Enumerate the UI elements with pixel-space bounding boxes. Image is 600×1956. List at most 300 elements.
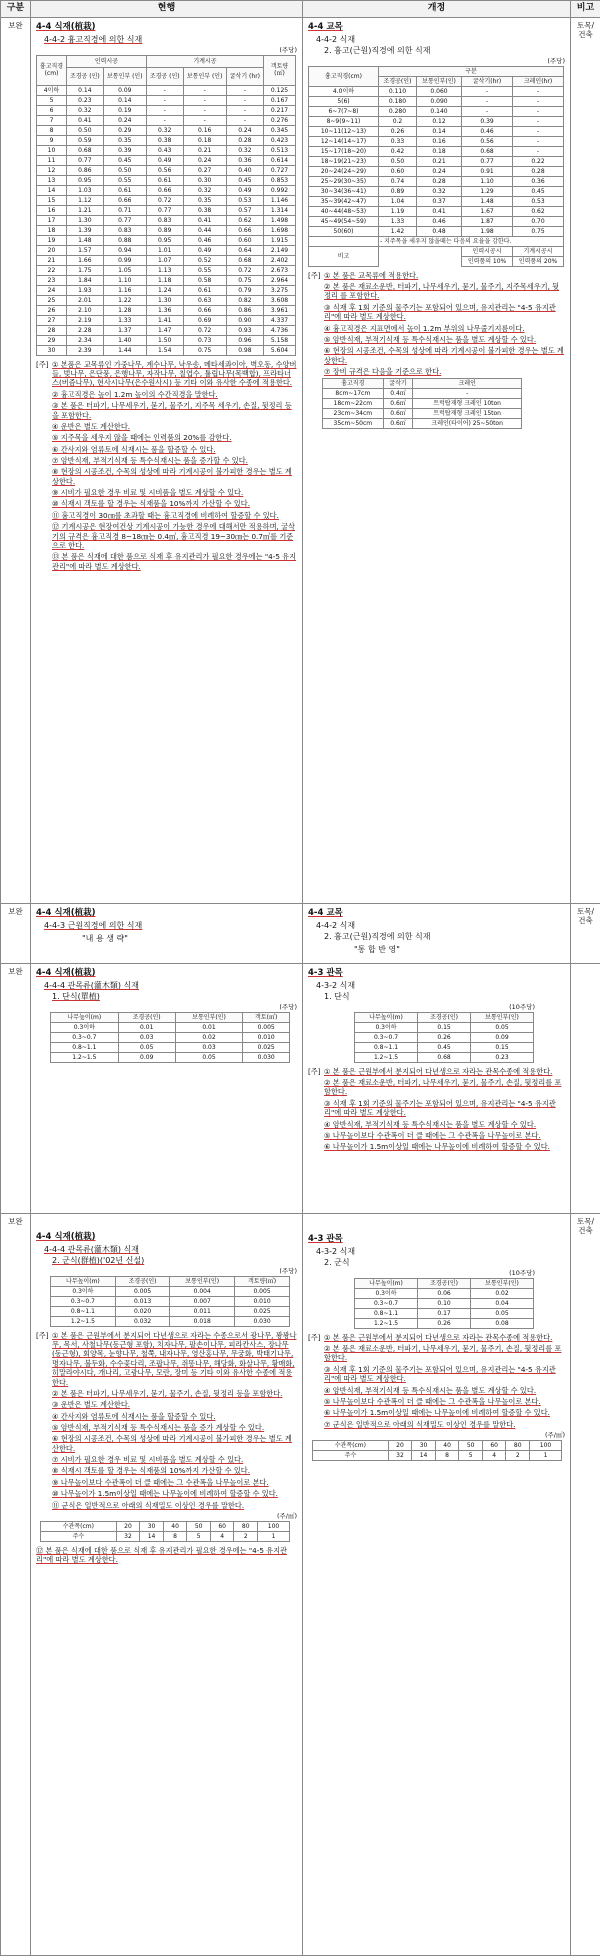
r4c-note	[36, 1489, 297, 1498]
r1r-table-cell: 10~11(12~13)	[309, 126, 379, 136]
r1c-note	[36, 390, 297, 399]
r1c-table-row	[37, 245, 296, 255]
r1c-table-cell: 0.68	[226, 255, 263, 265]
r4c-density-head-cell: 60	[210, 1521, 234, 1531]
r4c-note	[36, 1389, 297, 1398]
r1c-table-cell: 0.66	[226, 225, 263, 235]
r4r-density-val-cell: 8	[435, 1451, 459, 1461]
r1c-note-text: ④ 운반은 별도 계산한다.	[52, 421, 131, 431]
r1c-table-cell: 0.345	[264, 125, 296, 135]
r1c-head-soil: 객토량 (㎥)	[264, 55, 296, 85]
equip-table-row	[323, 399, 522, 409]
r1r-table-cell: 0.39	[462, 116, 513, 126]
r1c-table-cell: 1.314	[264, 205, 296, 215]
r1r-table-cell: 1.48	[462, 196, 513, 206]
r4c-density-head-cell: 20	[116, 1521, 140, 1531]
r1c-table-cell: 1.50	[146, 335, 183, 345]
r3c-table-cell: 0.05	[118, 1042, 175, 1052]
r1c-table-cell: 0.23	[67, 95, 104, 105]
r1r-table-cell: -	[462, 106, 513, 116]
r4c-table-cell: 0.3~0.7	[51, 1296, 116, 1306]
r1c-table-cell: 2.673	[264, 265, 296, 275]
r4c-note-text: ⑪ 군식은 일반적으로 아래의 식재밀도 이상인 경우를 말한다.	[52, 1500, 245, 1510]
r1c-note	[36, 360, 297, 388]
r3r-table-row	[355, 1032, 534, 1042]
r1r-table-cell: 0.56	[462, 136, 513, 146]
r1c-table-cell: 11	[37, 155, 67, 165]
r1c-table-cell: 0.19	[103, 105, 146, 115]
r1c-table-cell: 18	[37, 225, 67, 235]
r1r-table-cell: 0.14	[416, 126, 461, 136]
r1c-table-cell: 0.36	[226, 155, 263, 165]
r1r-bigo-val-1: 인력품의 10%	[462, 256, 513, 266]
r3c-table-cell: 0.025	[243, 1042, 290, 1052]
r1c-table-cell: 1.10	[103, 275, 146, 285]
r1r-table-cell: 5(6)	[309, 96, 379, 106]
r3c-table-row	[51, 1032, 290, 1042]
r3c-table-cell: 0.09	[118, 1052, 175, 1062]
r3c-table-cell: 1.2~1.5	[51, 1052, 119, 1062]
r1c-table-cell: 0.83	[103, 225, 146, 235]
r1c-table-cell: 0.93	[226, 325, 263, 335]
r4r-density-head-cell: 80	[506, 1441, 530, 1451]
r1r-table-cell: -	[513, 116, 564, 126]
r1r-table-row	[309, 226, 564, 236]
row2-current	[31, 904, 303, 964]
r4c-table-row	[51, 1296, 290, 1306]
r4r-table-cell: 0.17	[418, 1308, 471, 1318]
r1c-table-cell: 1.30	[146, 295, 183, 305]
r4c-density-head-cell: 수관폭(cm)	[41, 1521, 117, 1531]
r1c-table-cell: 2.402	[264, 255, 296, 265]
r1c-table-cell: 4이하	[37, 85, 67, 95]
r1c-table-cell: 0.86	[226, 305, 263, 315]
r1r-table-row	[309, 116, 564, 126]
r1c-table-cell: 0.35	[183, 195, 226, 205]
r4c-table-cell: 0.005	[235, 1286, 290, 1296]
r1c-table-cell: 1.07	[146, 255, 183, 265]
r1r-table-cell: 20~24(24~29)	[309, 166, 379, 176]
r1r-table-cell: 1.98	[462, 226, 513, 236]
r1c-table-cell: 1.16	[103, 285, 146, 295]
r1c-table-cell: 0.167	[264, 95, 296, 105]
r1c-table-cell: 1.44	[103, 345, 146, 355]
r1r-table-row	[309, 216, 564, 226]
r1c-table-cell: 0.72	[183, 325, 226, 335]
r1c-table-cell: 22	[37, 265, 67, 275]
row2-gubun: 보완	[1, 904, 31, 964]
r1c-table-cell: 4.736	[264, 325, 296, 335]
r1c-note-text: ⑨ 시비가 필요한 경우 비료 및 시비품을 별도 계상할 수 있다.	[52, 488, 244, 498]
r1c-note	[36, 433, 297, 442]
r3c-table-row	[51, 1042, 290, 1052]
r1c-table-cell: 12	[37, 165, 67, 175]
r1c-table-cell: 0.75	[183, 345, 226, 355]
r3r-table-cell: 0.45	[418, 1042, 471, 1052]
r1c-table-cell: 1.21	[67, 205, 104, 215]
row3-current	[31, 964, 303, 1214]
r1c-table-cell: 0.125	[264, 85, 296, 95]
r1c-table-cell: 0.727	[264, 165, 296, 175]
r3c-table-cell: 0.010	[243, 1032, 290, 1042]
r1r-bigo-label: 비고	[309, 246, 379, 266]
r3r-head-3: 보통인부(인)	[471, 1012, 534, 1022]
r1c-table-cell: 1.39	[67, 225, 104, 235]
r1c-note	[36, 552, 297, 571]
r1c-table-cell: 1.01	[146, 245, 183, 255]
r1c-table-cell: 15	[37, 195, 67, 205]
r1r-table-cell: 0.74	[379, 176, 417, 186]
row3-revised-unit: (10주당)	[509, 1002, 535, 1011]
r4c-density-val-cell: 4	[210, 1531, 234, 1541]
row2-revised-sub: 4-4-2 식재	[316, 920, 356, 930]
row2-current-title: 4-4 식재(植栽)	[36, 908, 96, 918]
r4c-density-val-cell: 5	[187, 1531, 211, 1541]
row4-current-sub2: 2. 군식(群植)('02년 신설)	[52, 1255, 145, 1265]
r4r-density-head-cell: 50	[459, 1441, 483, 1451]
r4r-density-val-cell: 4	[482, 1451, 506, 1461]
r1c-table-cell: 1.12	[67, 195, 104, 205]
r1c-table-cell: 0.50	[103, 165, 146, 175]
r1c-table-cell: 0.513	[264, 145, 296, 155]
r1r-note-text: ⑤ 암반식재, 부적기식재 등 특수식재시는 품을 별도 계상할 수 있다.	[324, 334, 537, 344]
r1c-head-1: 조경공 (인)	[67, 67, 104, 85]
r3r-note-text: ① 본 품은 근원부에서 분지되어 다년생으로 자라는 관목수종에 적용한다.	[324, 1066, 553, 1076]
r1c-note-text: ⑧ 현장의 시공조건, 수목의 성상에 따라 기계시공이 불가피한 경우는 별도 계상한다.	[52, 467, 292, 486]
r3r-head-1: 나무높이(m)	[355, 1012, 418, 1022]
r1c-table-cell: 0.27	[183, 165, 226, 175]
header-row	[1, 1, 600, 18]
r1c-table-cell: 1.36	[146, 305, 183, 315]
r4r-note	[308, 1386, 565, 1395]
r1c-table-cell: 0.45	[103, 155, 146, 165]
r1r-table-row	[309, 196, 564, 206]
r1c-table-cell: 1.66	[67, 255, 104, 265]
r3r-table-row	[355, 1022, 534, 1032]
r1c-note-text: ⑥ 간사지와 염류토에 식재시는 품을 할증할 수 있다.	[52, 444, 216, 454]
r1c-table-cell: 0.38	[183, 205, 226, 215]
r1c-table-cell: 0.60	[226, 235, 263, 245]
row4-current	[31, 1214, 303, 1956]
r3c-head-3: 보통인부(인)	[175, 1012, 243, 1022]
row-3	[1, 964, 600, 1214]
r3r-table-cell: 0.26	[418, 1032, 471, 1042]
r1c-table-cell: 0.41	[67, 115, 104, 125]
r4c-head-2: 조경공(인)	[115, 1276, 170, 1286]
r3c-head-2: 조경공(인)	[118, 1012, 175, 1022]
r4c-note	[36, 1412, 297, 1421]
r1c-table-cell: 0.21	[183, 145, 226, 155]
r4r-head-2: 조경공(인)	[418, 1278, 471, 1288]
r1c-table-cell: 1.75	[67, 265, 104, 275]
row4-revised-sub2: 2. 군식	[324, 1257, 350, 1267]
equip-table-cell: -	[413, 389, 522, 399]
r1c-table-cell: 1.05	[103, 265, 146, 275]
r3r-note-text: ② 본 품은 재료소운반, 터파기, 나무세우기, 묻기, 물주기, 손질, 뒷정리를 포함한다.	[324, 1078, 562, 1097]
r1r-table-cell: 25~29(30~35)	[309, 176, 379, 186]
row1-current-table	[36, 55, 296, 356]
row-1	[1, 18, 600, 904]
r1c-table-cell: 17	[37, 215, 67, 225]
r4r-note-text: ① 본 품은 근원부에서 분지되어 다년생으로 자라는 관목수종에 적용한다.	[324, 1332, 553, 1342]
r1c-note-text: ⑩ 식재시 객토를 할 경우는 식재품을 10%까지 가산할 수 있다.	[52, 499, 251, 509]
r1c-table-row	[37, 325, 296, 335]
r3r-table-cell: 0.68	[418, 1052, 471, 1062]
r4r-density-val-cell: 2	[506, 1451, 530, 1461]
r1c-head-manual: 인력시공	[67, 55, 147, 67]
r4r-density-val-cell: 5	[459, 1451, 483, 1461]
r4c-note-text: ⑩ 나무높이가 1.5m이상일 때에는 나무높이에 비례하여 할증할 수 있다.	[52, 1489, 278, 1499]
r1r-table-cell: -	[513, 86, 564, 96]
r1c-table-cell: 1.22	[103, 295, 146, 305]
r1c-table-cell: 0.68	[67, 145, 104, 155]
r3c-head-4: 객토(㎥)	[243, 1012, 290, 1022]
r3r-table-row	[355, 1052, 534, 1062]
r4r-note	[308, 1420, 565, 1429]
r1c-note	[36, 445, 297, 454]
r1r-bigo-head-2: 기계시공시	[513, 246, 564, 256]
r1r-table-cell: 0.68	[462, 146, 513, 156]
r3r-table-cell: 0.15	[471, 1042, 534, 1052]
r1c-table-cell: 0.71	[103, 205, 146, 215]
r4c-head-3: 보통인부(인)	[170, 1276, 235, 1286]
r1c-table-cell: 0.73	[183, 335, 226, 345]
r4c-table-row	[51, 1306, 290, 1316]
header-revised: 개정	[303, 1, 571, 18]
r1c-table-cell: 0.77	[103, 215, 146, 225]
r1c-table-row	[37, 85, 296, 95]
r1r-table-row	[309, 86, 564, 96]
r3c-table-cell: 0.8~1.1	[51, 1042, 119, 1052]
r1c-head-5: 굴삭기 (hr)	[226, 67, 263, 85]
r1c-table-cell: 1.498	[264, 215, 296, 225]
r1c-table-cell: 1.41	[146, 315, 183, 325]
r1r-table-cell: 45~49(54~59)	[309, 216, 379, 226]
r1c-table-row	[37, 105, 296, 115]
r1c-note	[36, 499, 297, 508]
r1r-table-cell: 40~44(48~53)	[309, 206, 379, 216]
equip-table-cell: 트럭탑재형 크레인 10ton	[413, 399, 522, 409]
r1r-note	[308, 367, 565, 376]
r1r-table-cell: -	[513, 96, 564, 106]
r1c-table-cell: 14	[37, 185, 67, 195]
r3r-table-row	[355, 1042, 534, 1052]
r1c-table-cell: 0.09	[103, 85, 146, 95]
r1c-table-cell: 0.95	[146, 235, 183, 245]
r1c-table-row	[37, 125, 296, 135]
r1c-table-cell: 0.32	[226, 145, 263, 155]
r1c-table-cell: 5	[37, 95, 67, 105]
r1c-table-cell: 0.57	[226, 205, 263, 215]
r1r-note	[308, 303, 565, 322]
r1r-table-cell: 0.28	[416, 176, 461, 186]
r1r-table-row	[309, 146, 564, 156]
r1r-table-cell: -	[513, 136, 564, 146]
r4r-note-text: ⑥ 나무높이가 1.5m이상일 때에는 나무높이에 비례하여 할증할 수 있다.	[324, 1408, 550, 1418]
r1c-table-row	[37, 165, 296, 175]
r4c-table-cell: 0.004	[170, 1286, 235, 1296]
r4r-note	[308, 1397, 565, 1406]
row4-current-last-note-text: ⑫ 본 품은 식재에 대한 품으로 식재 후 유지관리가 필요한 경우에는 "4-5 유지관리"에 따라 별도 계상한다.	[36, 1545, 288, 1565]
r1c-table-cell: 0.992	[264, 185, 296, 195]
r4c-table-cell: 0.020	[115, 1306, 170, 1316]
r1r-note-text: ④ 흉고직경은 지표면에서 높이 1.2m 부위의 나무줄기지름이다.	[324, 323, 525, 333]
r1r-note	[308, 324, 565, 333]
r3c-head-1: 나무높이(m)	[51, 1012, 119, 1022]
row1-current-title: 4-4 식재(植栽)	[36, 22, 96, 32]
r1r-table-cell: 0.12	[416, 116, 461, 126]
r1c-table-row	[37, 265, 296, 275]
r1c-table-cell: 1.57	[67, 245, 104, 255]
r1r-table-cell: 4.0이하	[309, 86, 379, 96]
r1c-table-cell: 0.18	[183, 135, 226, 145]
r1c-table-row	[37, 235, 296, 245]
r1r-table-cell: 0.48	[416, 226, 461, 236]
row3-current-unit: (주당)	[279, 1002, 297, 1011]
r1c-table-cell: 0.77	[67, 155, 104, 165]
r1c-table-cell: 1.37	[103, 325, 146, 335]
r1c-table-cell: 0.55	[103, 175, 146, 185]
r1c-note-text: ① 본품은 교목류인 가중나무, 계수나무, 낙우송, 메타세콰이아, 벽오동, 수양버들, 벚나무, 은단풍, 은행나무, 자작나무, 칠엽수, 튤립나무(목백합), 프라타너스(버즘나무), 현사시나무(은수원사시) 등 기타 이와 유사한 수종에 적용한다.	[52, 359, 297, 388]
r1c-table-cell: 0.49	[183, 245, 226, 255]
r1c-table-cell: 0.53	[226, 195, 263, 205]
r1c-table-cell: 0.46	[183, 235, 226, 245]
r1c-table-cell: 0.276	[264, 115, 296, 125]
r1c-table-cell: 1.33	[103, 315, 146, 325]
r1c-table-cell: -	[146, 95, 183, 105]
r1c-head-machine: 기계시공	[146, 55, 263, 67]
r4c-notes-label: [주]	[36, 1330, 49, 1340]
r1r-table-cell: -	[513, 106, 564, 116]
r1r-head-3: 굴삭기(hr)	[462, 76, 513, 86]
row2-current-quote: "내 용 생 략"	[82, 933, 128, 943]
r4r-table-cell: 0.26	[418, 1318, 471, 1328]
r1c-table-cell: 3.608	[264, 295, 296, 305]
row1-revised	[303, 18, 571, 904]
r1c-table-row	[37, 135, 296, 145]
r1r-table-cell: -	[462, 96, 513, 106]
r1r-table-cell: 0.89	[379, 186, 417, 196]
r1c-table-cell: 7	[37, 115, 67, 125]
r1c-table-cell: 0.44	[183, 225, 226, 235]
r1c-table-cell: 0.32	[183, 185, 226, 195]
row1-current-unit: (주당)	[279, 45, 297, 54]
r1c-table-cell: 0.49	[146, 155, 183, 165]
r3r-table-cell: 0.23	[471, 1052, 534, 1062]
r3r-table-cell: 0.8~1.1	[355, 1042, 418, 1052]
r1c-table-cell: 0.50	[67, 125, 104, 135]
equip-table-cell: 0.6㎥	[383, 399, 413, 409]
r1c-note	[36, 456, 297, 465]
r1c-note	[36, 511, 297, 520]
r3r-note	[308, 1131, 565, 1140]
equip-table-cell: 트럭탑재형 크레인 15ton	[413, 409, 522, 419]
r1c-table-cell: 0.43	[146, 145, 183, 155]
r1c-table-cell: 1.03	[67, 185, 104, 195]
r1c-table-cell: 2.28	[67, 325, 104, 335]
r1c-note-text: ⑪ 흉고직경이 30㎝를 초과할 때는 흉고직경에 비례하여 할증할 수 있다.	[52, 510, 279, 520]
r1r-table-row	[309, 126, 564, 136]
r1r-bigo-head-1: 인력시공시	[462, 246, 513, 256]
r1c-table-cell: 2.01	[67, 295, 104, 305]
r1c-note-text: ⑫ 기계시공은 현장여건상 기계시공이 가능한 경우에 대해서만 적용하며, 굴삭기의 규격은 흉고직경 8~18㎝는 0.4㎥, 흉고직경 19~30㎝는 0.7㎥를 기준으로 한다.	[52, 522, 295, 550]
r1r-note	[308, 271, 565, 280]
r1c-table-cell: 0.95	[67, 175, 104, 185]
row2-revised-sub2: 2. 흉고(근원)직경에 의한 식재	[324, 931, 431, 941]
r4c-density-val-cell: 8	[163, 1531, 187, 1541]
r1c-table-row	[37, 155, 296, 165]
r1r-note-text: ⑥ 현장의 시공조건, 수목의 성상에 따라 기계시공이 불가피한 경우는 별도 계상한다.	[324, 346, 564, 365]
r1c-table-cell: 26	[37, 305, 67, 315]
r1c-table-cell: 0.99	[103, 255, 146, 265]
equip-table-row	[323, 409, 522, 419]
r4r-density-head-cell: 100	[530, 1441, 562, 1451]
row3-current-sub: 4-4-4 관목류(灌木類) 식재	[44, 980, 140, 990]
r1c-table-row	[37, 215, 296, 225]
r1r-table-cell: 0.32	[416, 186, 461, 196]
r3r-note	[308, 1120, 565, 1129]
r1c-table-cell: 8	[37, 125, 67, 135]
r1c-table-cell: 1.146	[264, 195, 296, 205]
r3r-note	[308, 1099, 565, 1118]
r1c-table-cell: 0.69	[183, 315, 226, 325]
r1c-table-row	[37, 295, 296, 305]
r1r-table-cell: 0.28	[513, 166, 564, 176]
row3-gubun: 보완	[1, 964, 31, 1214]
r1r-table-cell: 0.18	[416, 146, 461, 156]
r4r-table-cell: 0.02	[471, 1288, 534, 1298]
row1-equip-table	[322, 378, 522, 429]
r1r-note	[308, 346, 565, 365]
r1c-table-cell: 30	[37, 345, 67, 355]
r1c-table-cell: 0.61	[146, 175, 183, 185]
r1c-table-row	[37, 185, 296, 195]
r1c-table-row	[37, 255, 296, 265]
r1r-table-cell: 0.75	[513, 226, 564, 236]
r1c-table-cell: 0.24	[183, 155, 226, 165]
r1c-table-cell: 1.28	[103, 305, 146, 315]
r1c-table-cell: 0.82	[226, 295, 263, 305]
r1c-table-cell: 0.217	[264, 105, 296, 115]
r1r-note-text: ① 본 품은 교목류에 적용한다.	[324, 270, 419, 280]
r1c-note	[36, 467, 297, 486]
row2-current-sub: 4-4-3 근원직경에 의한 식재	[44, 920, 143, 930]
equip-table-cell: 0.6㎥	[383, 409, 413, 419]
r1c-table-cell: 0.61	[103, 185, 146, 195]
r1c-table-cell: 0.16	[183, 125, 226, 135]
r1c-table-cell: 0.62	[226, 215, 263, 225]
r4c-note-text: ⑤ 암반식재, 부적기식재 등 특수식재시는 품을 증가 계상할 수 있다.	[52, 1422, 265, 1432]
r1r-table-cell: -	[513, 126, 564, 136]
r1c-table-cell: 29	[37, 335, 67, 345]
r4c-note-text: ⑨ 나무높이보다 수관폭이 더 클 때에는 그 수관폭을 나무높이로 본다.	[52, 1477, 269, 1487]
r3r-note	[308, 1078, 565, 1097]
r4r-note	[308, 1344, 565, 1363]
r1c-table-cell: 0.24	[226, 125, 263, 135]
r1r-note	[308, 335, 565, 344]
r4c-table-cell: 1.2~1.5	[51, 1316, 116, 1326]
r1c-table-cell: 0.66	[146, 185, 183, 195]
r4c-table-cell: 0.032	[115, 1316, 170, 1326]
r1c-table-cell: 0.41	[183, 215, 226, 225]
r1c-table-cell: -	[183, 115, 226, 125]
row1-current-sub: 4-4-2 흉고직경에 의한 식재	[44, 34, 143, 44]
r1r-table-cell: 6~7(7~8)	[309, 106, 379, 116]
r1r-table-cell: 0.16	[416, 136, 461, 146]
r1r-table-cell: 0.21	[416, 156, 461, 166]
r4c-note-text: ① 본 품은 근원부에서 분지되어 다년생으로 자라는 수종으로서 광나무, 꽝꽝나무, 목서, 사철나무(동근형 포함), 치자나무, 팔손이나무, 피라칸사스, 장나무(동근형), 회양목, 눈향나무, 철쭉, 내자나무, 영산홍나무, 무궁화, 박태기나무, 명자나무, 불두화, 수수꽃다리, 조팝나무, 쥐똥나무, 해당화, 화살나무, 황매화, 히말라야시다, 개나리, 고광나무, 모란, 장미 등 기타 이와 유사한 수종에 적용한다.	[52, 1330, 297, 1387]
r1r-table-cell: 0.42	[379, 146, 417, 156]
